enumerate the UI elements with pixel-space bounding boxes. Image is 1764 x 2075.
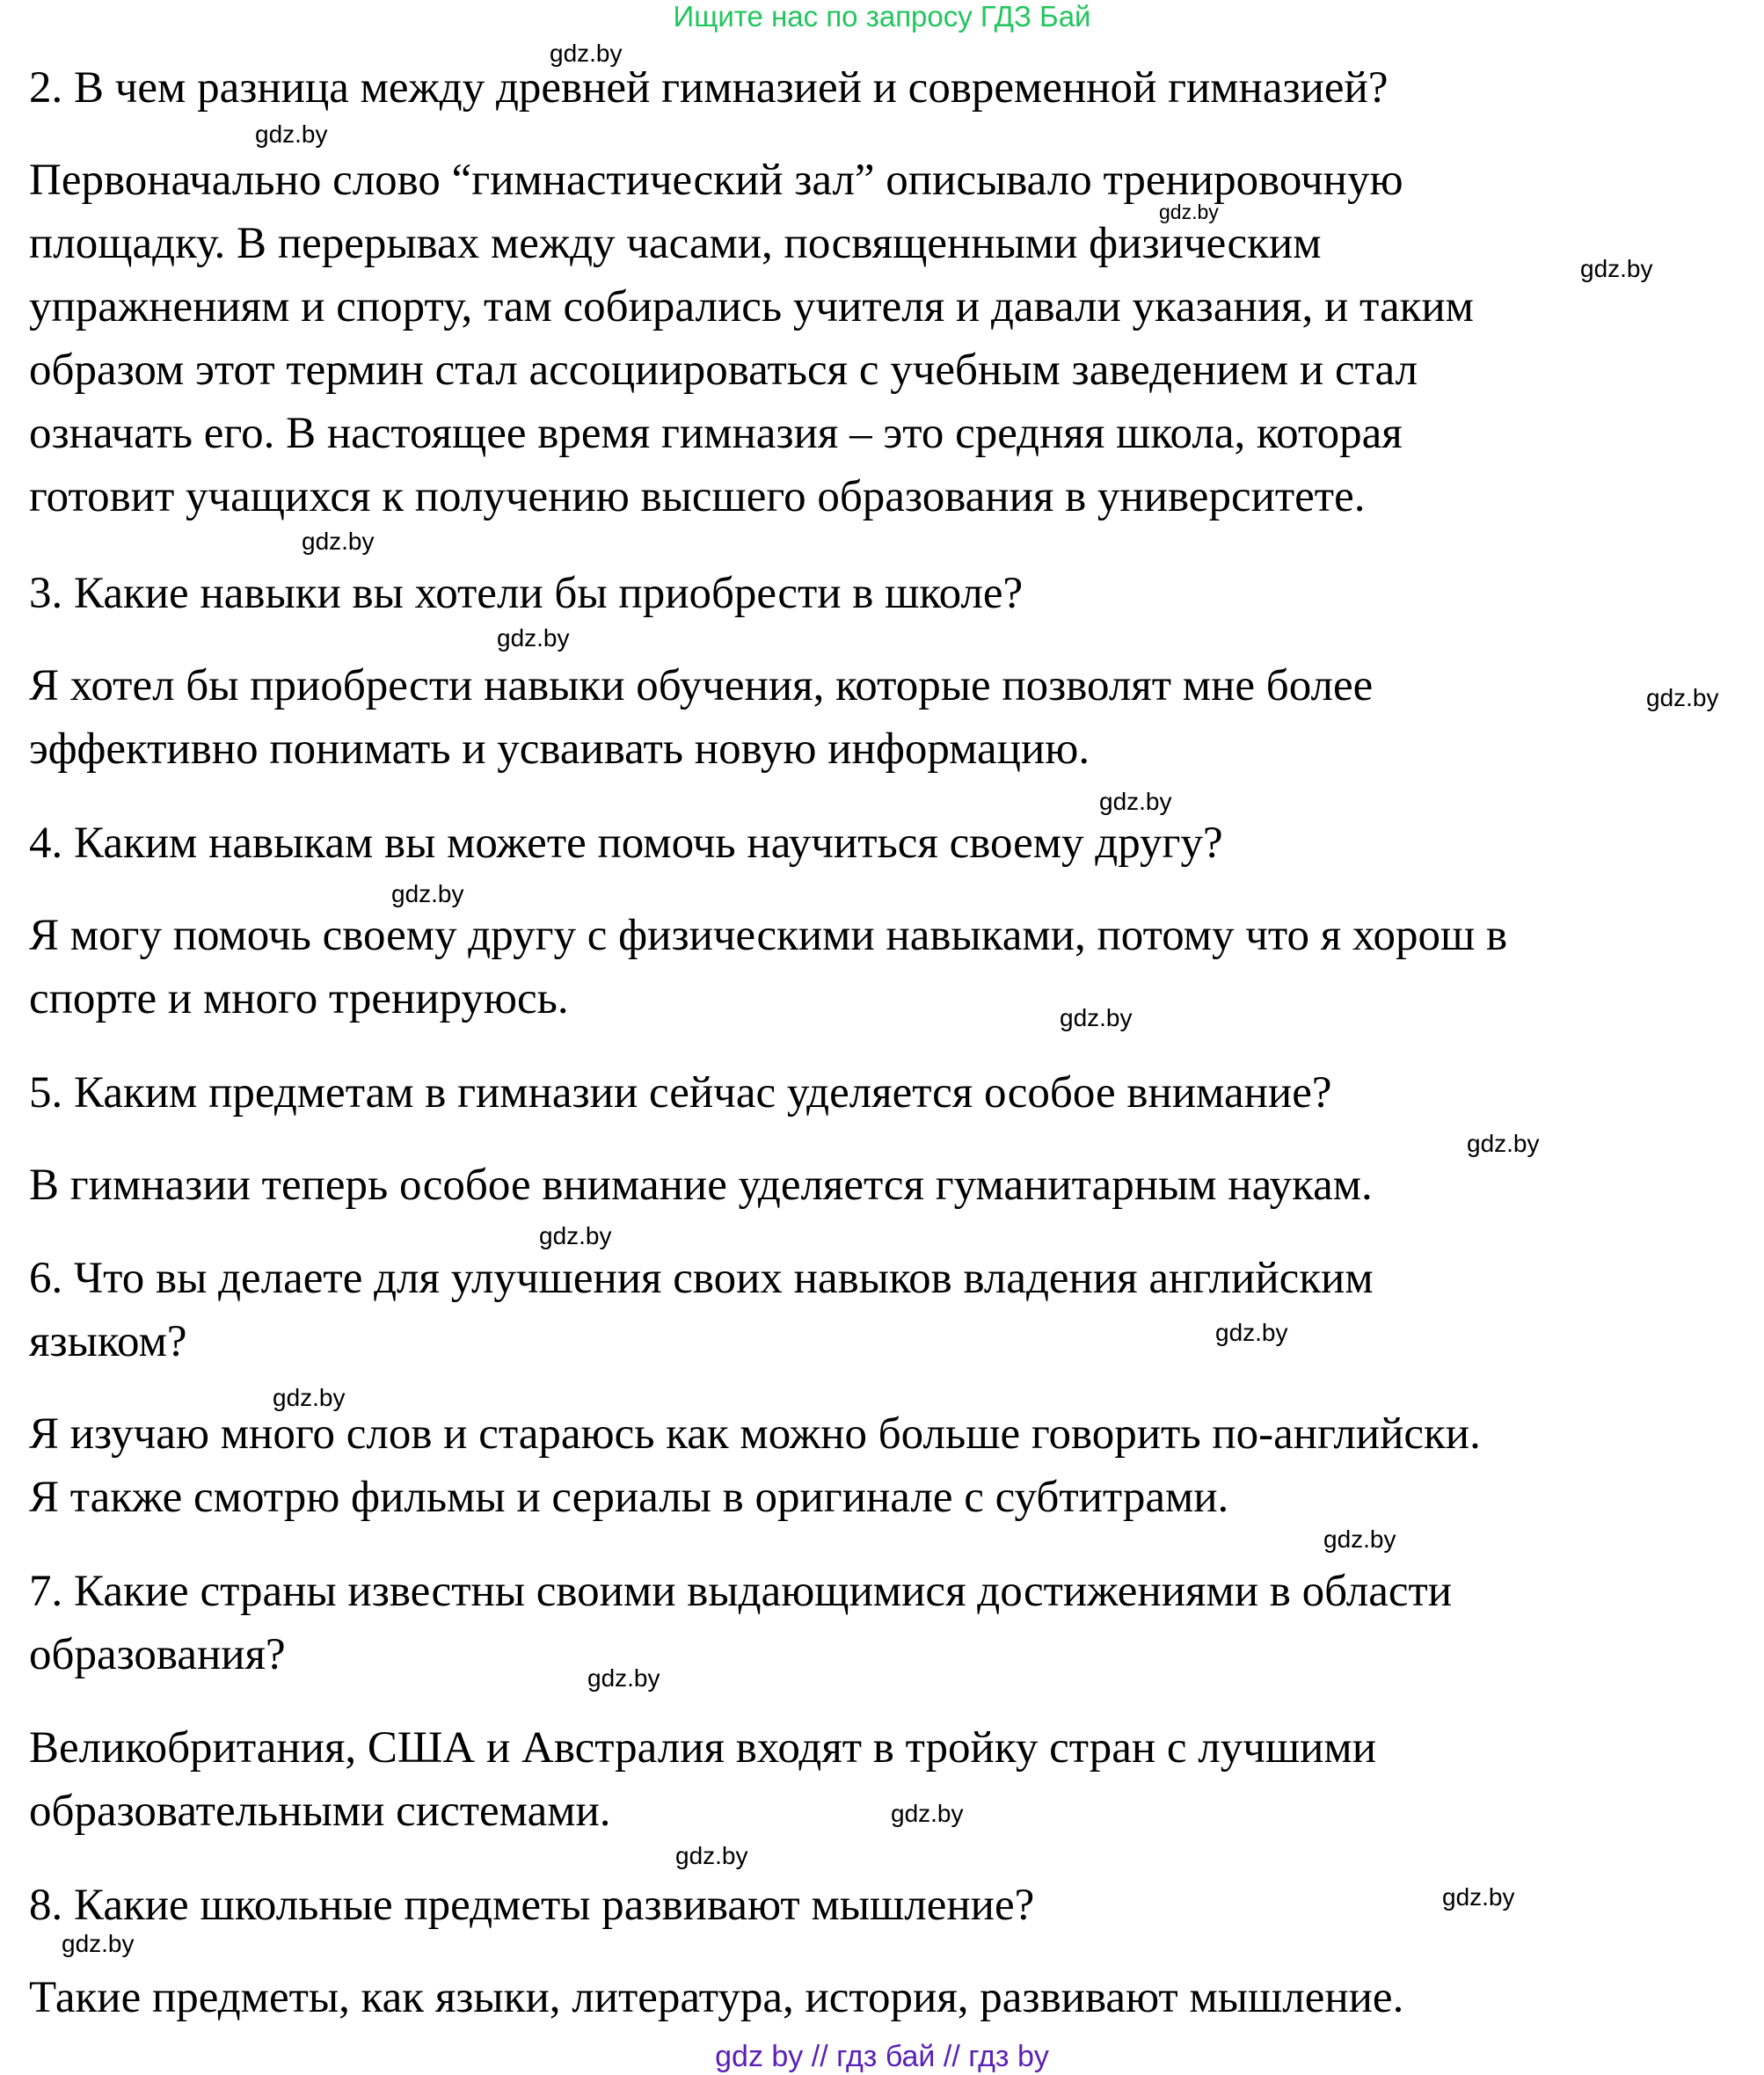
answer-6-line-2: Я также смотрю фильмы и сериалы в оригинале с субтитрами.: [29, 1473, 1229, 1522]
answer-2-line-5: означать его. В настоящее время гимназия – это средняя школа, которая: [29, 409, 1403, 458]
watermark: gdz.by: [1159, 200, 1219, 223]
watermark: gdz.by: [1646, 684, 1719, 711]
watermark: gdz.by: [1323, 1525, 1396, 1553]
watermark: gdz.by: [587, 1664, 660, 1692]
question-3: 3. Какие навыки вы хотели бы приобрести в школе?: [29, 569, 1024, 618]
watermark: gdz.by: [391, 880, 464, 907]
watermark: gdz.by: [1580, 255, 1653, 282]
top-banner: Ищите нас по запросу ГДЗ Бай: [673, 0, 1091, 33]
watermark: gdz.by: [1442, 1883, 1515, 1911]
watermark: gdz.by: [273, 1384, 346, 1411]
watermark: gdz.by: [1467, 1130, 1540, 1157]
answer-7-line-1: Великобритания, США и Австралия входят в тройку стран с лучшими: [29, 1723, 1376, 1773]
question-8: 8. Какие школьные предметы развивают мышление?: [29, 1881, 1035, 1930]
watermark: gdz.by: [891, 1800, 964, 1827]
answer-3-line-1: Я хотел бы приобрести навыки обучения, которые позволят мне более: [29, 661, 1374, 710]
question-6-line-2: языком?: [29, 1317, 187, 1366]
question-5: 5. Каким предметам в гимназии сейчас уделяется особое внимание?: [29, 1068, 1332, 1118]
answer-2-line-3: упражнениям и спорту, там собирались учителя и давали указания, и таким: [29, 282, 1474, 331]
watermark: gdz.by: [497, 624, 570, 652]
answer-4-line-2: спорте и много тренируюсь.: [29, 974, 569, 1023]
answer-5-line-1: В гимназии теперь особое внимание уделяется гуманитарным наукам.: [29, 1161, 1373, 1210]
answer-2-line-6: готовит учащихся к получению высшего образования в университете.: [29, 472, 1366, 521]
answer-2-line-1: Первоначально слово “гимнастический зал” описывало тренировочную: [29, 156, 1403, 205]
answer-4-line-1: Я могу помочь своему другу с физическими навыками, потому что я хорош в: [29, 911, 1508, 960]
question-6-line-1: 6. Что вы делаете для улучшения своих навыков владения английским: [29, 1254, 1374, 1303]
question-7-line-2: образования?: [29, 1630, 286, 1679]
watermark: gdz.by: [302, 528, 375, 555]
watermark: gdz.by: [255, 120, 328, 148]
watermark: gdz.by: [1060, 1004, 1133, 1031]
watermark: gdz.by: [1099, 788, 1172, 815]
watermark: gdz.by: [550, 40, 623, 67]
answer-8-line-1: Такие предметы, как языки, литература, история, развивают мышление.: [29, 1973, 1404, 2022]
watermark: gdz.by: [62, 1930, 135, 1957]
question-2: 2. В чем разница между древней гимназией и современной гимназией?: [29, 63, 1389, 113]
answer-6-line-1: Я изучаю много слов и стараюсь как можно больше говорить по-английски.: [29, 1409, 1481, 1459]
watermark: gdz.by: [675, 1842, 748, 1869]
footer-watermark: gdz by // гдз бай // гдз by: [715, 2040, 1049, 2073]
watermark: gdz.by: [1215, 1319, 1288, 1346]
watermark: gdz.by: [539, 1222, 612, 1249]
question-4: 4. Каким навыкам вы можете помочь научиться своему другу?: [29, 819, 1223, 868]
answer-2-line-4: образом этот термин стал ассоциироваться с учебным заведением и стал: [29, 346, 1418, 395]
answer-3-line-2: эффективно понимать и усваивать новую информацию.: [29, 724, 1090, 774]
answer-7-line-2: образовательными системами.: [29, 1787, 611, 1836]
answer-2-line-2: площадку. В перерывах между часами, посвященными физическим: [29, 219, 1322, 268]
question-7-line-1: 7. Какие страны известны своими выдающимися достижениями в области: [29, 1567, 1453, 1616]
